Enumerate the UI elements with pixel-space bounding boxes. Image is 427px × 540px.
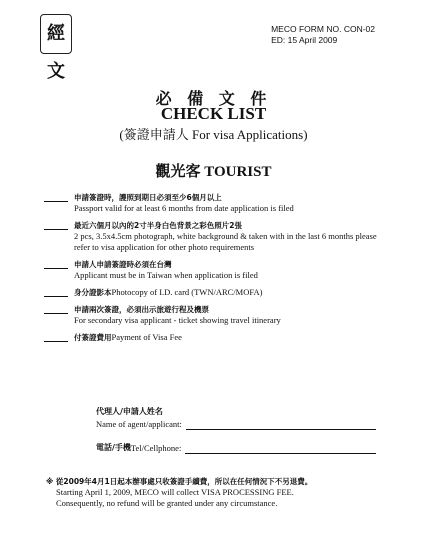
item-en: Photocopy of I.D. card (TWN/ARC/MOFA) xyxy=(111,287,263,297)
item-zh: 身分證影本 xyxy=(74,288,112,297)
title-chinese: 必 備 文 件 xyxy=(155,89,272,108)
tel-label-zh: 電話/手機 xyxy=(96,443,131,452)
agent-name-field[interactable] xyxy=(186,420,376,430)
check-blank[interactable] xyxy=(44,229,68,230)
tel-field[interactable] xyxy=(185,444,376,454)
tel-label-en: Tel/Cellphone: xyxy=(130,443,182,453)
form-meta xyxy=(271,24,375,46)
notice-en-line2: Consequently, no refund will be granted under any circumstance. xyxy=(56,498,278,508)
item-zh: 最近六個月以內的2寸半身白色背景之彩色照片2張 xyxy=(74,221,242,230)
checklist-item-fee xyxy=(44,332,384,343)
checklist-item-photo xyxy=(44,220,384,253)
checklist-item-passport xyxy=(44,192,384,214)
office-seal-logo: 經文 xyxy=(40,14,72,54)
item-inline xyxy=(74,332,384,343)
title-english: CHECK LIST xyxy=(160,104,267,123)
check-blank[interactable] xyxy=(44,268,68,269)
item-zh: 付簽證費用 xyxy=(74,333,112,342)
agent-label-zh: 代理人/申請人姓名 xyxy=(96,407,163,416)
form-edition: ED: 15 April 2009 xyxy=(271,35,338,45)
item-en: Payment of Visa Fee xyxy=(111,332,182,342)
form-number: MECO FORM NO. CON-02 xyxy=(271,24,375,34)
checklist-item-id-copy xyxy=(44,287,384,298)
signature-section xyxy=(96,406,376,454)
item-en: 2 pcs, 3.5x4.5cm photograph, white background & taken with in the last 6 months please refer to visa application for other photo requirements xyxy=(74,231,377,252)
check-blank[interactable] xyxy=(44,313,68,314)
item-zh: 申請人申請簽證時必須在台灣 xyxy=(74,260,172,269)
item-zh: 申請簽證時，護照到期日必須至少6個月以上 xyxy=(74,193,222,202)
checklist-item-itinerary xyxy=(44,304,384,326)
agent-label-en: Name of agent/applicant: xyxy=(96,419,182,429)
fee-notice xyxy=(46,476,386,509)
tel-row xyxy=(96,442,376,454)
item-inline xyxy=(74,287,384,298)
check-blank[interactable] xyxy=(44,296,68,297)
item-en: Passport valid for at least 6 months from date application is filed xyxy=(74,203,294,213)
notice-en-line1: Starting April 1, 2009, MECO will collect VISA PROCESSING FEE. xyxy=(56,487,294,497)
checklist-item-presence xyxy=(44,259,384,281)
agent-name-row xyxy=(96,418,376,430)
item-zh: 申請兩次簽證，必須出示旅遊行程及機票 xyxy=(74,305,209,314)
visa-category: 觀光客 TOURIST xyxy=(155,164,272,180)
check-blank[interactable] xyxy=(44,341,68,342)
check-blank[interactable] xyxy=(44,201,68,202)
item-en: For secondary visa applicant - ticket showing travel itinerary xyxy=(74,315,281,325)
subtitle: (簽證申請人 For visa Applications) xyxy=(119,127,308,142)
notice-zh: ※ 從2009年4月1日起本辦事處只收簽證手續費，所以在任何情況下不另退費。 xyxy=(46,477,313,486)
checklist-items xyxy=(44,192,384,349)
item-en: Applicant must be in Taiwan when application is filed xyxy=(74,270,258,280)
